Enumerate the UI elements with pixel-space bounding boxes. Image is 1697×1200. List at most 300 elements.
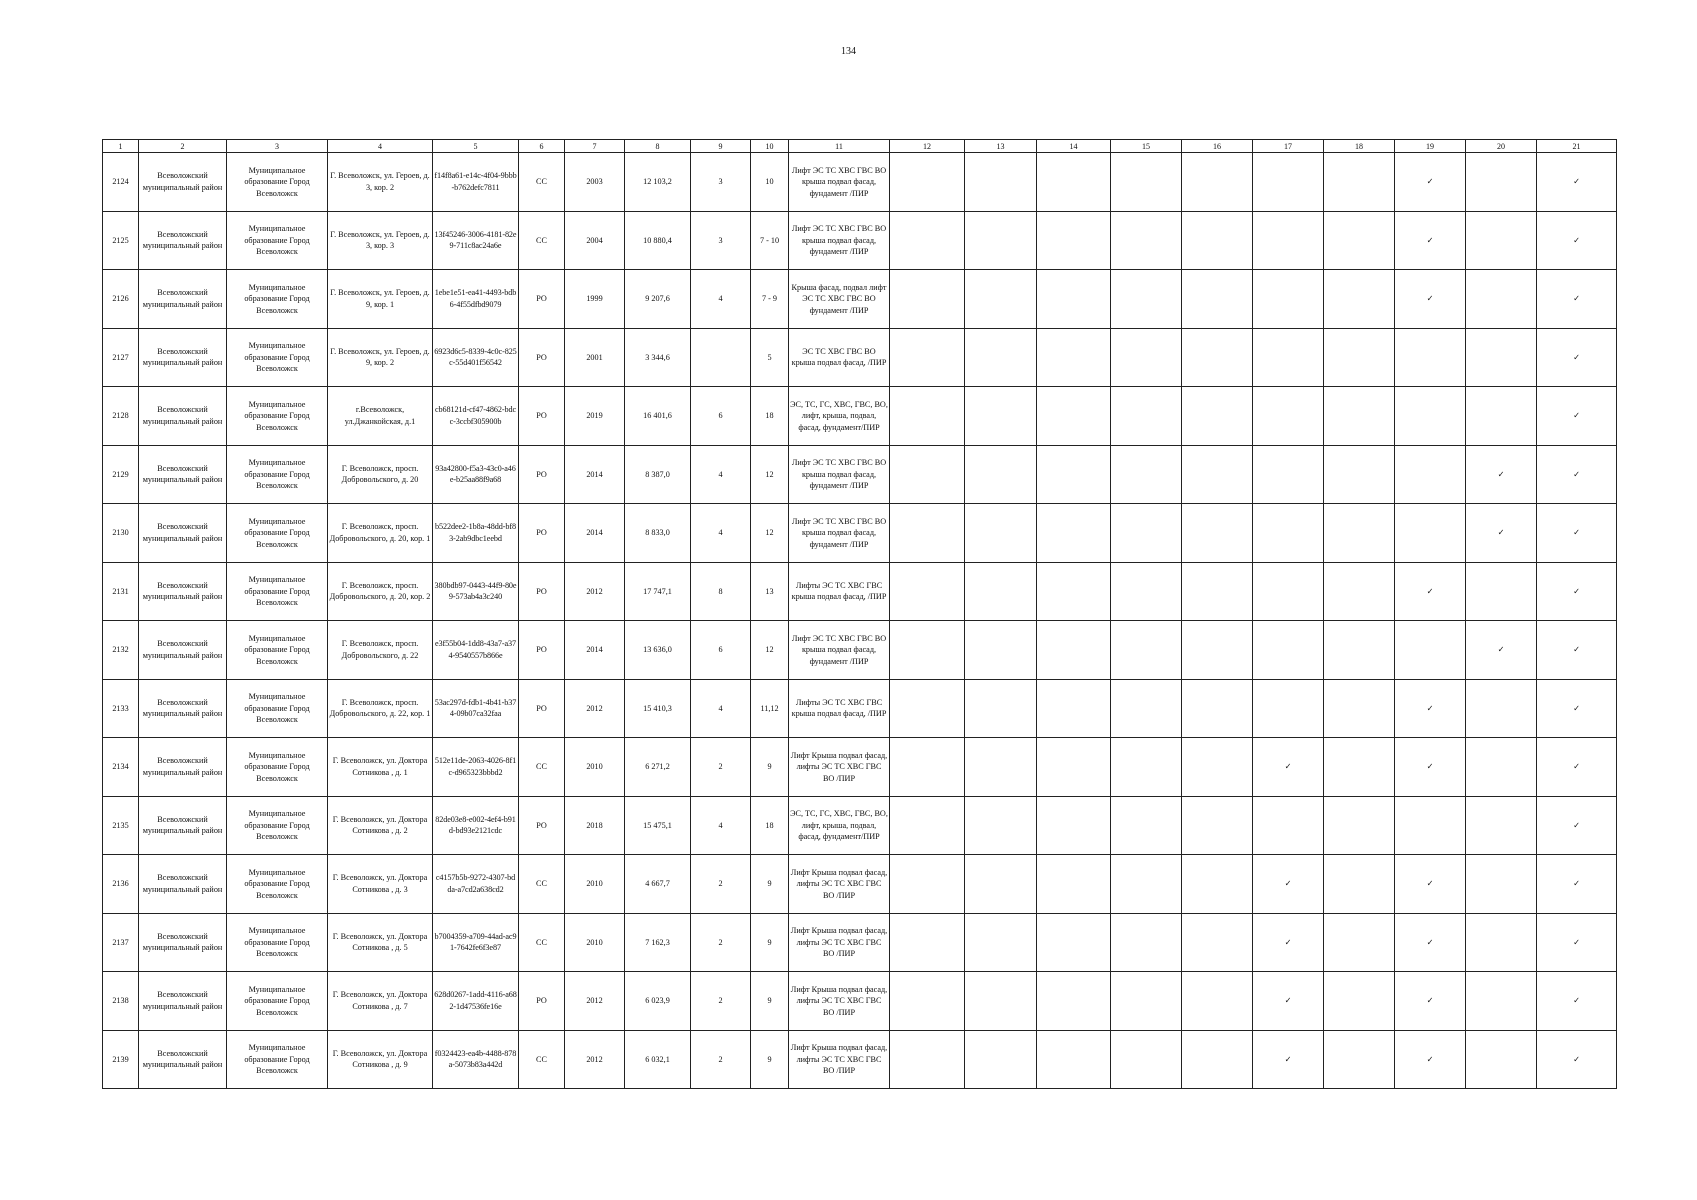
checkmark-cell-17 (1253, 504, 1324, 563)
checkmark-cell-20: ✓ (1466, 621, 1537, 680)
empty-cell-13 (965, 679, 1037, 738)
row-number: 2131 (103, 562, 139, 621)
house-guid-cell: c4157b5b-9272-4307-bdda-a7cd2a638cd2 (433, 855, 519, 914)
empty-cell-14 (1037, 972, 1111, 1031)
area-cell: 16 401,6 (625, 387, 691, 446)
empty-cell-14 (1037, 445, 1111, 504)
empty-cell-15 (1111, 855, 1182, 914)
municipality-cell: Муниципальное образование Город Всеволожск (227, 387, 328, 446)
entrances-cell: 2 (691, 738, 751, 797)
checkmark-cell-19 (1395, 796, 1466, 855)
build-year-cell: 2014 (565, 445, 625, 504)
build-year-cell: 1999 (565, 270, 625, 329)
checkmark-cell-21: ✓ (1537, 1030, 1617, 1089)
checkmark-cell-21: ✓ (1537, 211, 1617, 270)
checkmark-cell-20 (1466, 1030, 1537, 1089)
floors-cell: 18 (751, 387, 789, 446)
table-row (103, 972, 1617, 1031)
empty-cell-18 (1324, 504, 1395, 563)
empty-cell-14 (1037, 796, 1111, 855)
checkmark-cell-21: ✓ (1537, 796, 1617, 855)
area-cell: 10 880,4 (625, 211, 691, 270)
empty-cell-18 (1324, 972, 1395, 1031)
empty-cell-13 (965, 270, 1037, 329)
empty-cell-14 (1037, 621, 1111, 680)
entrances-cell: 4 (691, 504, 751, 563)
checkmark-cell-21: ✓ (1537, 328, 1617, 387)
checkmark-cell-17 (1253, 796, 1324, 855)
checkmark-cell-20: ✓ (1466, 445, 1537, 504)
column-header-19: 19 (1395, 140, 1466, 153)
row-number: 2132 (103, 621, 139, 680)
empty-cell-12 (890, 679, 965, 738)
district-cell: Всеволожский муниципальный район (139, 1030, 227, 1089)
works-cell: Лифты ЭС ТС ХВС ГВС крыша подвал фасад, /ПИР (789, 679, 890, 738)
empty-cell-15 (1111, 328, 1182, 387)
empty-cell-15 (1111, 270, 1182, 329)
checkmark-cell-20 (1466, 679, 1537, 738)
area-cell: 9 207,6 (625, 270, 691, 329)
address-cell: Г. Всеволожск, ул. Доктора Сотникова , д. 7 (328, 972, 433, 1031)
house-guid-cell: 6923d6c5-8339-4c0c-825c-55d401f56542 (433, 328, 519, 387)
empty-cell-14 (1037, 855, 1111, 914)
floors-cell: 9 (751, 1030, 789, 1089)
table-row (103, 562, 1617, 621)
checkmark-cell-19 (1395, 621, 1466, 680)
empty-cell-12 (890, 562, 965, 621)
checkmark-cell-20 (1466, 328, 1537, 387)
column-header-9: 9 (691, 140, 751, 153)
column-header-13: 13 (965, 140, 1037, 153)
address-cell: Г. Всеволожск, просп. Добровольского, д. 22 (328, 621, 433, 680)
checkmark-cell-17 (1253, 679, 1324, 738)
district-cell: Всеволожский муниципальный район (139, 562, 227, 621)
floors-cell: 9 (751, 738, 789, 797)
works-cell: Лифт Крыша подвал фасад, лифты ЭС ТС ХВС ГВС ВО /ПИР (789, 1030, 890, 1089)
empty-cell-12 (890, 913, 965, 972)
row-number: 2136 (103, 855, 139, 914)
empty-cell-13 (965, 796, 1037, 855)
district-cell: Всеволожский муниципальный район (139, 679, 227, 738)
ownership-type-cell: СС (519, 738, 565, 797)
checkmark-cell-19: ✓ (1395, 679, 1466, 738)
house-guid-cell: 93a42800-f5a3-43c0-a46e-b25aa88f9a68 (433, 445, 519, 504)
build-year-cell: 2014 (565, 621, 625, 680)
checkmark-cell-17 (1253, 562, 1324, 621)
entrances-cell: 4 (691, 679, 751, 738)
page-number: 134 (841, 46, 856, 57)
table-row (103, 621, 1617, 680)
table-row (103, 211, 1617, 270)
empty-cell-16 (1182, 1030, 1253, 1089)
checkmark-cell-17 (1253, 153, 1324, 212)
works-cell: Лифт Крыша подвал фасад, лифты ЭС ТС ХВС ГВС ВО /ПИР (789, 738, 890, 797)
row-number: 2129 (103, 445, 139, 504)
column-header-5: 5 (433, 140, 519, 153)
area-cell: 13 636,0 (625, 621, 691, 680)
address-cell: Г. Всеволожск, ул. Доктора Сотникова , д. 2 (328, 796, 433, 855)
checkmark-cell-20 (1466, 562, 1537, 621)
build-year-cell: 2012 (565, 679, 625, 738)
checkmark-cell-17: ✓ (1253, 972, 1324, 1031)
address-cell: Г. Всеволожск, ул. Доктора Сотникова , д. 9 (328, 1030, 433, 1089)
column-header-17: 17 (1253, 140, 1324, 153)
build-year-cell: 2001 (565, 328, 625, 387)
house-guid-cell: cb68121d-cf47-4862-bdcc-3ccbf305900b (433, 387, 519, 446)
row-number: 2124 (103, 153, 139, 212)
empty-cell-16 (1182, 679, 1253, 738)
address-cell: Г. Всеволожск, просп. Добровольского, д. 20, кор. 2 (328, 562, 433, 621)
ownership-type-cell: СС (519, 211, 565, 270)
row-number: 2138 (103, 972, 139, 1031)
checkmark-cell-21: ✓ (1537, 972, 1617, 1031)
district-cell: Всеволожский муниципальный район (139, 796, 227, 855)
checkmark-cell-17 (1253, 211, 1324, 270)
row-number: 2134 (103, 738, 139, 797)
floors-cell: 7 - 10 (751, 211, 789, 270)
building-registry-table (102, 139, 1617, 1089)
table-row (103, 387, 1617, 446)
area-cell: 7 162,3 (625, 913, 691, 972)
empty-cell-12 (890, 153, 965, 212)
empty-cell-16 (1182, 153, 1253, 212)
empty-cell-15 (1111, 387, 1182, 446)
build-year-cell: 2018 (565, 796, 625, 855)
empty-cell-16 (1182, 504, 1253, 563)
address-cell: Г. Всеволожск, просп. Добровольского, д. 20, кор. 1 (328, 504, 433, 563)
empty-cell-12 (890, 270, 965, 329)
table-row (103, 504, 1617, 563)
entrances-cell: 4 (691, 796, 751, 855)
empty-cell-18 (1324, 679, 1395, 738)
row-number: 2125 (103, 211, 139, 270)
floors-cell: 10 (751, 153, 789, 212)
build-year-cell: 2012 (565, 1030, 625, 1089)
empty-cell-15 (1111, 211, 1182, 270)
municipality-cell: Муниципальное образование Город Всеволожск (227, 796, 328, 855)
build-year-cell: 2012 (565, 972, 625, 1031)
checkmark-cell-19 (1395, 504, 1466, 563)
ownership-type-cell: РО (519, 679, 565, 738)
entrances-cell: 3 (691, 211, 751, 270)
checkmark-cell-19: ✓ (1395, 270, 1466, 329)
entrances-cell (691, 328, 751, 387)
address-cell: Г. Всеволожск, просп. Добровольского, д. 20 (328, 445, 433, 504)
empty-cell-18 (1324, 621, 1395, 680)
municipality-cell: Муниципальное образование Город Всеволожск (227, 504, 328, 563)
checkmark-cell-20 (1466, 387, 1537, 446)
empty-cell-15 (1111, 913, 1182, 972)
empty-cell-13 (965, 211, 1037, 270)
empty-cell-16 (1182, 387, 1253, 446)
empty-cell-15 (1111, 796, 1182, 855)
address-cell: Г. Всеволожск, ул. Доктора Сотникова , д. 1 (328, 738, 433, 797)
ownership-type-cell: РО (519, 445, 565, 504)
entrances-cell: 3 (691, 153, 751, 212)
house-guid-cell: 628d0267-1add-4116-a682-1d47536fe16e (433, 972, 519, 1031)
house-guid-cell: 1ebe1e51-ea41-4493-bdb6-4f55dfbd9079 (433, 270, 519, 329)
empty-cell-16 (1182, 270, 1253, 329)
checkmark-cell-21: ✓ (1537, 855, 1617, 914)
column-header-15: 15 (1111, 140, 1182, 153)
empty-cell-13 (965, 855, 1037, 914)
floors-cell: 18 (751, 796, 789, 855)
checkmark-cell-21: ✓ (1537, 679, 1617, 738)
empty-cell-18 (1324, 738, 1395, 797)
empty-cell-14 (1037, 270, 1111, 329)
works-cell: Лифты ЭС ТС ХВС ГВС крыша подвал фасад, /ПИР (789, 562, 890, 621)
checkmark-cell-21: ✓ (1537, 621, 1617, 680)
house-guid-cell: f14f8a61-e14c-4f04-9bbb-b762defc7811 (433, 153, 519, 212)
address-cell: Г. Всеволожск, ул. Героев, д. 3, кор. 3 (328, 211, 433, 270)
ownership-type-cell: СС (519, 913, 565, 972)
checkmark-cell-21: ✓ (1537, 562, 1617, 621)
works-cell: Лифт Крыша подвал фасад, лифты ЭС ТС ХВС ГВС ВО /ПИР (789, 855, 890, 914)
table-row (103, 679, 1617, 738)
empty-cell-16 (1182, 621, 1253, 680)
empty-cell-14 (1037, 211, 1111, 270)
area-cell: 12 103,2 (625, 153, 691, 212)
address-cell: Г. Всеволожск, ул. Героев, д. 9, кор. 2 (328, 328, 433, 387)
works-cell: Лифт Крыша подвал фасад, лифты ЭС ТС ХВС ГВС ВО /ПИР (789, 972, 890, 1031)
district-cell: Всеволожский муниципальный район (139, 621, 227, 680)
district-cell: Всеволожский муниципальный район (139, 972, 227, 1031)
empty-cell-15 (1111, 562, 1182, 621)
ownership-type-cell: СС (519, 153, 565, 212)
empty-cell-14 (1037, 679, 1111, 738)
checkmark-cell-17 (1253, 445, 1324, 504)
build-year-cell: 2019 (565, 387, 625, 446)
empty-cell-15 (1111, 1030, 1182, 1089)
address-cell: Г. Всеволожск, просп. Добровольского, д. 22, кор. 1 (328, 679, 433, 738)
district-cell: Всеволожский муниципальный район (139, 738, 227, 797)
district-cell: Всеволожский муниципальный район (139, 270, 227, 329)
checkmark-cell-20 (1466, 211, 1537, 270)
checkmark-cell-21: ✓ (1537, 738, 1617, 797)
empty-cell-16 (1182, 445, 1253, 504)
floors-cell: 9 (751, 913, 789, 972)
column-header-21: 21 (1537, 140, 1617, 153)
house-guid-cell: 53ac297d-fdb1-4b41-b374-09b07ca32faa (433, 679, 519, 738)
municipality-cell: Муниципальное образование Город Всеволожск (227, 1030, 328, 1089)
checkmark-cell-17: ✓ (1253, 1030, 1324, 1089)
checkmark-cell-19: ✓ (1395, 855, 1466, 914)
checkmark-cell-19: ✓ (1395, 562, 1466, 621)
empty-cell-14 (1037, 1030, 1111, 1089)
checkmark-cell-21: ✓ (1537, 153, 1617, 212)
municipality-cell: Муниципальное образование Город Всеволожск (227, 913, 328, 972)
empty-cell-18 (1324, 153, 1395, 212)
row-number: 2133 (103, 679, 139, 738)
entrances-cell: 2 (691, 855, 751, 914)
build-year-cell: 2010 (565, 855, 625, 914)
column-header-6: 6 (519, 140, 565, 153)
ownership-type-cell: РО (519, 621, 565, 680)
house-guid-cell: 82de03e8-e002-4ef4-b91d-bd93e2121cdc (433, 796, 519, 855)
empty-cell-16 (1182, 796, 1253, 855)
empty-cell-13 (965, 445, 1037, 504)
empty-cell-18 (1324, 211, 1395, 270)
empty-cell-12 (890, 621, 965, 680)
column-header-7: 7 (565, 140, 625, 153)
address-cell: Г. Всеволожск, ул. Доктора Сотникова , д. 3 (328, 855, 433, 914)
column-header-1: 1 (103, 140, 139, 153)
ownership-type-cell: СС (519, 855, 565, 914)
empty-cell-16 (1182, 738, 1253, 797)
empty-cell-18 (1324, 855, 1395, 914)
checkmark-cell-20 (1466, 270, 1537, 329)
checkmark-cell-20 (1466, 738, 1537, 797)
checkmark-cell-21: ✓ (1537, 913, 1617, 972)
empty-cell-14 (1037, 328, 1111, 387)
empty-cell-18 (1324, 1030, 1395, 1089)
ownership-type-cell: РО (519, 562, 565, 621)
municipality-cell: Муниципальное образование Город Всеволожск (227, 270, 328, 329)
municipality-cell: Муниципальное образование Город Всеволожск (227, 328, 328, 387)
empty-cell-13 (965, 738, 1037, 797)
empty-cell-14 (1037, 504, 1111, 563)
build-year-cell: 2014 (565, 504, 625, 563)
build-year-cell: 2003 (565, 153, 625, 212)
ownership-type-cell: РО (519, 328, 565, 387)
empty-cell-12 (890, 738, 965, 797)
column-header-4: 4 (328, 140, 433, 153)
empty-cell-13 (965, 1030, 1037, 1089)
empty-cell-12 (890, 387, 965, 446)
entrances-cell: 4 (691, 270, 751, 329)
column-header-8: 8 (625, 140, 691, 153)
row-number: 2137 (103, 913, 139, 972)
works-cell: Лифт ЭС ТС ХВС ГВС ВО крыша подвал фасад, фундамент /ПИР (789, 445, 890, 504)
floors-cell: 11,12 (751, 679, 789, 738)
empty-cell-18 (1324, 387, 1395, 446)
ownership-type-cell: РО (519, 387, 565, 446)
floors-cell: 12 (751, 445, 789, 504)
entrances-cell: 2 (691, 972, 751, 1031)
house-guid-cell: 380bdb97-0443-44f9-80e9-573ab4a3c240 (433, 562, 519, 621)
entrances-cell: 8 (691, 562, 751, 621)
column-header-3: 3 (227, 140, 328, 153)
empty-cell-13 (965, 562, 1037, 621)
empty-cell-14 (1037, 387, 1111, 446)
empty-cell-14 (1037, 153, 1111, 212)
column-header-20: 20 (1466, 140, 1537, 153)
empty-cell-16 (1182, 855, 1253, 914)
empty-cell-13 (965, 504, 1037, 563)
build-year-cell: 2010 (565, 913, 625, 972)
address-cell: Г. Всеволожск, ул. Героев, д. 3, кор. 2 (328, 153, 433, 212)
checkmark-cell-19: ✓ (1395, 972, 1466, 1031)
table-row (103, 796, 1617, 855)
table-row (103, 328, 1617, 387)
address-cell: Г. Всеволожск, ул. Героев, д. 9, кор. 1 (328, 270, 433, 329)
entrances-cell: 6 (691, 387, 751, 446)
empty-cell-16 (1182, 328, 1253, 387)
checkmark-cell-20 (1466, 855, 1537, 914)
municipality-cell: Муниципальное образование Город Всеволожск (227, 621, 328, 680)
house-guid-cell: 13f45246-3006-4181-82e9-711c8ac24a6e (433, 211, 519, 270)
district-cell: Всеволожский муниципальный район (139, 211, 227, 270)
area-cell: 15 475,1 (625, 796, 691, 855)
municipality-cell: Муниципальное образование Город Всеволожск (227, 738, 328, 797)
area-cell: 3 344,6 (625, 328, 691, 387)
empty-cell-15 (1111, 445, 1182, 504)
column-header-11: 11 (789, 140, 890, 153)
column-header-16: 16 (1182, 140, 1253, 153)
empty-cell-15 (1111, 621, 1182, 680)
area-cell: 8 833,0 (625, 504, 691, 563)
checkmark-cell-19: ✓ (1395, 913, 1466, 972)
district-cell: Всеволожский муниципальный район (139, 328, 227, 387)
area-cell: 8 387,0 (625, 445, 691, 504)
empty-cell-18 (1324, 913, 1395, 972)
empty-cell-15 (1111, 738, 1182, 797)
build-year-cell: 2010 (565, 738, 625, 797)
row-number: 2139 (103, 1030, 139, 1089)
empty-cell-18 (1324, 328, 1395, 387)
empty-cell-15 (1111, 504, 1182, 563)
empty-cell-12 (890, 445, 965, 504)
empty-cell-12 (890, 855, 965, 914)
house-guid-cell: f0324423-ea4b-4488-878a-5073b83a442d (433, 1030, 519, 1089)
table-row (103, 738, 1617, 797)
checkmark-cell-17 (1253, 621, 1324, 680)
ownership-type-cell: СС (519, 1030, 565, 1089)
works-cell: Лифт ЭС ТС ХВС ГВС ВО крыша подвал фасад, фундамент /ПИР (789, 504, 890, 563)
empty-cell-12 (890, 211, 965, 270)
empty-cell-12 (890, 796, 965, 855)
row-number: 2126 (103, 270, 139, 329)
floors-cell: 12 (751, 504, 789, 563)
address-cell: г.Всеволожск, ул.Джанкойская, д.1 (328, 387, 433, 446)
checkmark-cell-19: ✓ (1395, 1030, 1466, 1089)
house-guid-cell: e3f55b04-1dd8-43a7-a374-9540557b866e (433, 621, 519, 680)
checkmark-cell-19 (1395, 387, 1466, 446)
house-guid-cell: 512e11de-2063-4026-8f1c-d965323bbbd2 (433, 738, 519, 797)
empty-cell-12 (890, 972, 965, 1031)
floors-cell: 7 - 9 (751, 270, 789, 329)
checkmark-cell-19 (1395, 328, 1466, 387)
column-header-2: 2 (139, 140, 227, 153)
column-header-14: 14 (1037, 140, 1111, 153)
floors-cell: 12 (751, 621, 789, 680)
table-row (103, 153, 1617, 212)
empty-cell-18 (1324, 270, 1395, 329)
empty-cell-18 (1324, 445, 1395, 504)
district-cell: Всеволожский муниципальный район (139, 153, 227, 212)
municipality-cell: Муниципальное образование Город Всеволожск (227, 562, 328, 621)
ownership-type-cell: РО (519, 972, 565, 1031)
empty-cell-13 (965, 328, 1037, 387)
area-cell: 17 747,1 (625, 562, 691, 621)
municipality-cell: Муниципальное образование Город Всеволожск (227, 211, 328, 270)
area-cell: 6 032,1 (625, 1030, 691, 1089)
ownership-type-cell: РО (519, 796, 565, 855)
build-year-cell: 2012 (565, 562, 625, 621)
empty-cell-14 (1037, 738, 1111, 797)
checkmark-cell-21: ✓ (1537, 387, 1617, 446)
empty-cell-12 (890, 1030, 965, 1089)
row-number: 2128 (103, 387, 139, 446)
empty-cell-18 (1324, 562, 1395, 621)
checkmark-cell-17 (1253, 387, 1324, 446)
empty-cell-13 (965, 913, 1037, 972)
entrances-cell: 2 (691, 1030, 751, 1089)
column-number-row (103, 140, 1617, 153)
ownership-type-cell: РО (519, 504, 565, 563)
checkmark-cell-17: ✓ (1253, 855, 1324, 914)
empty-cell-16 (1182, 562, 1253, 621)
